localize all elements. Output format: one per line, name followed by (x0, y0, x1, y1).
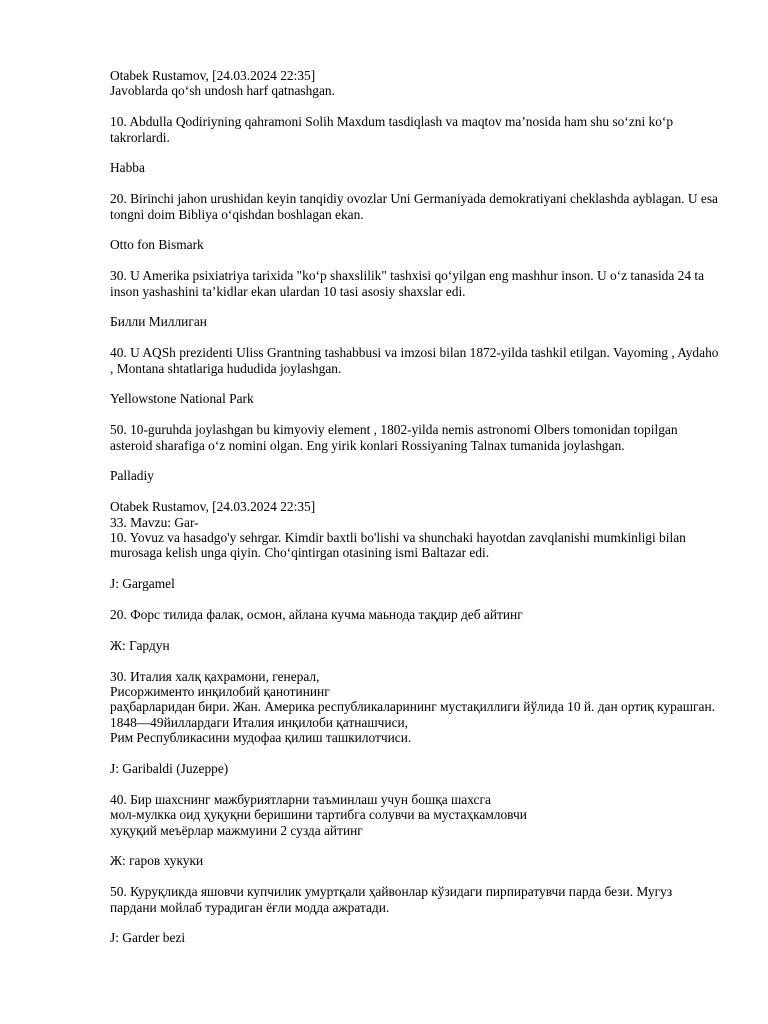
text-line: 20. Birinchi jahon urushidan keyin tanqidiy ovozlar Uni Germaniyada demokratiyani cheklashda ayblagan. U esa tongni doim Bibliya o‘qishdan boshlagan ekan. (110, 191, 718, 222)
text-line: Yellowstone National Park (110, 391, 254, 407)
text-line: 40. U AQSh prezidenti Uliss Grantning tashabbusi va imzosi bilan 1872-yilda tashkil etilgan. Vayoming , Aydaho , Montana shtatlariga hududida joylashgan. (110, 345, 719, 376)
text-line: 20. Форс тилида фалак, осмон, айлана кучма маьнода тақдир деб айтинг (110, 607, 523, 623)
text-line: 50. Куруқликда яшовчи купчилик умуртқали ҳайвонлар кўзидаги пирпиратувчи парда бези. Мугуз пардани мойлаб турадиган ёғли модда ажратади. (110, 884, 673, 915)
text-paragraph (110, 638, 720, 653)
text-line: Otabek Rustamov, [24.03.2024 22:35] (110, 499, 316, 515)
text-paragraph (110, 884, 720, 915)
text-line: 10. Yovuz va hasadgo'y sehrgar. Kimdir baxtli bo'lishi va shunchaki hayotdan zavqlanishi mumkinligi bilan murosaga kelish unga qiyin. Cho‘qintirgan otasining ismi Baltazar edi. (110, 530, 686, 561)
document-body (110, 68, 720, 961)
text-line: 30. U Amerika psixiatriya tarixida "ko‘p shaxslilik" tashxisi qo‘yilgan eng mashhur inson. U o‘z tanasida 24 ta inson yashashini ta’kidlar ekan ulardan 10 tasi asosiy shaxslar edi. (110, 268, 705, 299)
text-line: хуқуқий меъёрлар мажмуини 2 сузда айтинг (110, 822, 363, 838)
text-line: Palladiy (110, 468, 154, 484)
text-line: Javoblarda qo‘sh undosh harf qatnashgan. (110, 83, 335, 99)
text-line: Рим Республикасини мудофаа қилиш ташкилотчиси. (110, 730, 412, 746)
text-paragraph (110, 792, 720, 838)
text-line: Билли Миллиган (110, 314, 207, 330)
text-line: Ж: гаров хукуки (110, 853, 204, 869)
text-line: Otto fon Bismark (110, 237, 204, 253)
text-paragraph (110, 114, 720, 145)
text-line: Otabek Rustamov, [24.03.2024 22:35] (110, 68, 316, 83)
text-paragraph (110, 68, 720, 99)
text-paragraph (110, 576, 720, 591)
text-line: 33. Mavzu: Gar- (110, 514, 199, 530)
text-paragraph (110, 930, 720, 945)
text-paragraph (110, 422, 720, 453)
text-paragraph (110, 468, 720, 483)
text-paragraph (110, 160, 720, 175)
text-line: 40. Бир шахснинг мажбуриятларни таъминлаш учун бошқа шахсга (110, 791, 491, 807)
text-line: Habba (110, 160, 145, 176)
text-line: 10. Abdulla Qodiriyning qahramoni Solih Maxdum tasdiqlash va maqtov ma’nosida ham shu so‘zni ko‘p takrorlardi. (110, 114, 674, 145)
text-line: раҳбарларидан бири. Жан. Америка республикаларининг мустақиллиги йўлида 10 й. дан ортиқ курашган. 1848—49йиллардаги Италия инқилоби қатнашчиси, (110, 699, 715, 730)
text-paragraph (110, 853, 720, 868)
text-paragraph (110, 268, 720, 299)
text-paragraph (110, 607, 720, 622)
text-paragraph (110, 761, 720, 776)
text-line: J: Garder bezi (110, 930, 186, 946)
text-line: Рисоржименто инқилобий қанотининг (110, 684, 330, 700)
text-line: мол-мулкка оид ҳуқуқни беришини тартибга солувчи ва мустаҳкамловчи (110, 807, 527, 823)
text-paragraph (110, 669, 720, 746)
text-paragraph (110, 499, 720, 561)
text-line: 30. Италия халқ қахрамони, генерал, (110, 668, 320, 684)
text-paragraph (110, 191, 720, 222)
text-paragraph (110, 314, 720, 329)
text-line: 50. 10-guruhda joylashgan bu kimyoviy element , 1802-yilda nemis astronomi Olbers tomonidan topilgan asteroid sharafiga o‘z nomini olgan. Eng yirik konlari Rossiyaning Talnax tumanida joylashgan. (110, 422, 678, 453)
text-paragraph (110, 391, 720, 406)
text-paragraph (110, 237, 720, 252)
text-paragraph (110, 345, 720, 376)
text-line: J: Garibaldi (Juzeppe) (110, 761, 229, 777)
text-line: Ж: Гардун (110, 637, 170, 653)
text-line: J: Gargamel (110, 576, 175, 592)
